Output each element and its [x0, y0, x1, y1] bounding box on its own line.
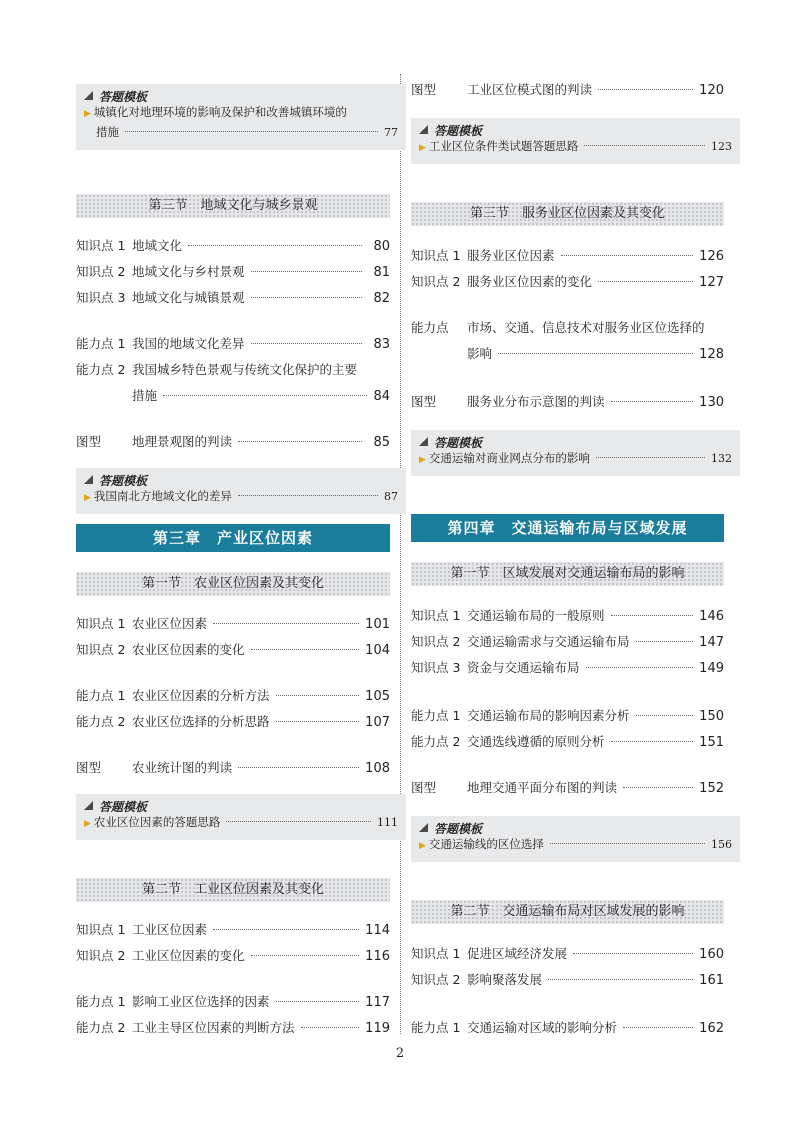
toc-entry[interactable]: 能力点 2 农业区位选择的分析思路 107	[76, 714, 390, 730]
chapter-title: 第三章 产业区位因素	[76, 524, 390, 552]
toc-entry[interactable]: 图型 工业区位模式图的判读 120	[411, 82, 724, 98]
triangle-icon	[84, 475, 93, 484]
section-title: 第一节 农业区位因素及其变化	[76, 572, 390, 596]
answer-template-box: 答题模板 ▶ 交通运输对商业网点分布的影响 132	[411, 430, 740, 476]
chapter-title: 第四章 交通运输布局与区域发展	[411, 514, 724, 542]
column-divider	[400, 74, 401, 1034]
template-entry[interactable]: ▶ 交通运输线的区位选择 156	[419, 837, 732, 851]
triangle-icon	[84, 91, 93, 100]
toc-entry[interactable]: 知识点 1 促进区域经济发展 160	[411, 946, 724, 962]
toc-entry[interactable]: 知识点 1 交通运输布局的一般原则 146	[411, 608, 724, 624]
section-title: 第一节 区域发展对交通运输布局的影响	[411, 562, 724, 586]
section-title: 第二节 工业区位因素及其变化	[76, 878, 390, 902]
toc-entry[interactable]: 知识点 1 工业区位因素 114	[76, 922, 390, 938]
toc-entry[interactable]: 图型 农业统计图的判读 108	[76, 760, 390, 776]
toc-entry[interactable]: 能力点 1 交通运输对区域的影响分析 162	[411, 1020, 724, 1036]
arrow-icon: ▶	[419, 455, 426, 465]
triangle-icon	[419, 823, 428, 832]
toc-entry[interactable]: 能力点 2 工业主导区位因素的判断方法 119	[76, 1020, 390, 1036]
toc-entry[interactable]: 能力点 市场、交通、信息技术对服务业区位选择的 影响 128	[411, 320, 724, 362]
page-number: 2	[395, 1046, 405, 1061]
triangle-icon	[419, 437, 428, 446]
template-entry[interactable]: ▶ 工业区位条件类试题答题思路 123	[419, 139, 732, 153]
template-entry[interactable]: ▶ 交通运输对商业网点分布的影响 132	[419, 451, 732, 465]
template-entry[interactable]: ▶ 农业区位因素的答题思路 111	[84, 815, 398, 829]
template-entry[interactable]: ▶ 我国南北方地域文化的差异 87	[84, 489, 398, 503]
toc-entry[interactable]: 图型 地理景观图的判读 85	[76, 434, 390, 450]
toc-entry[interactable]: 能力点 1 我国的地域文化差异 83	[76, 336, 390, 352]
arrow-icon: ▶	[84, 819, 91, 829]
toc-entry[interactable]: 知识点 2 交通运输需求与交通运输布局 147	[411, 634, 724, 650]
toc-entry[interactable]: 能力点 2 交通选线遵循的原则分析 151	[411, 734, 724, 750]
page-number: 77	[384, 126, 398, 139]
toc-entry[interactable]: 知识点 1 服务业区位因素 126	[411, 248, 724, 264]
template-entry[interactable]: ▶ 城镇化对地理环境的影响及保护和改善城镇环境的	[84, 105, 347, 119]
triangle-icon	[84, 801, 93, 810]
toc-entry[interactable]: 知识点 2 工业区位因素的变化 116	[76, 948, 390, 964]
answer-template-box: 答题模板 ▶ 农业区位因素的答题思路 111	[76, 794, 406, 840]
section-title: 第三节 服务业区位因素及其变化	[411, 202, 724, 226]
answer-template-box: 答题模板 ▶ 工业区位条件类试题答题思路 123	[411, 118, 740, 164]
toc-entry[interactable]: 能力点 1 影响工业区位选择的因素 117	[76, 994, 390, 1010]
toc-entry[interactable]: 知识点 2 影响聚落发展 161	[411, 972, 724, 988]
toc-entry[interactable]: 能力点 1 交通运输布局的影响因素分析 150	[411, 708, 724, 724]
template-heading: 答题模板	[99, 89, 148, 104]
toc-entry[interactable]: 知识点 3 地域文化与城镇景观 82	[76, 290, 390, 306]
arrow-icon: ▶	[419, 841, 426, 851]
toc-entry[interactable]: 知识点 1 地域文化 80	[76, 238, 390, 254]
arrow-icon: ▶	[84, 109, 91, 119]
triangle-icon	[419, 125, 428, 134]
answer-template-box	[76, 84, 406, 150]
section-title: 第二节 交通运输布局对区域发展的影响	[411, 900, 724, 924]
toc-entry[interactable]: 知识点 1 农业区位因素 101	[76, 616, 390, 632]
arrow-icon: ▶	[419, 143, 426, 153]
toc-entry[interactable]: 能力点 1 农业区位因素的分析方法 105	[76, 688, 390, 704]
toc-entry[interactable]: 图型 地理交通平面分布图的判读 152	[411, 780, 724, 796]
template-entry-continued[interactable]: 措施 77	[96, 125, 398, 139]
toc-entry[interactable]: 能力点 2 我国城乡特色景观与传统文化保护的主要 措施 84	[76, 362, 390, 404]
toc-entry[interactable]: 知识点 2 服务业区位因素的变化 127	[411, 274, 724, 290]
toc-entry[interactable]: 知识点 2 农业区位因素的变化 104	[76, 642, 390, 658]
toc-entry[interactable]: 知识点 3 资金与交通运输布局 149	[411, 660, 724, 676]
arrow-icon: ▶	[84, 493, 91, 503]
section-title: 第三节 地域文化与城乡景观	[76, 194, 390, 218]
toc-entry[interactable]: 图型 服务业分布示意图的判读 130	[411, 394, 724, 410]
answer-template-box: 答题模板 ▶ 我国南北方地域文化的差异 87	[76, 468, 406, 514]
toc-entry[interactable]: 知识点 2 地域文化与乡村景观 81	[76, 264, 390, 280]
answer-template-box: 答题模板 ▶ 交通运输线的区位选择 156	[411, 816, 740, 862]
